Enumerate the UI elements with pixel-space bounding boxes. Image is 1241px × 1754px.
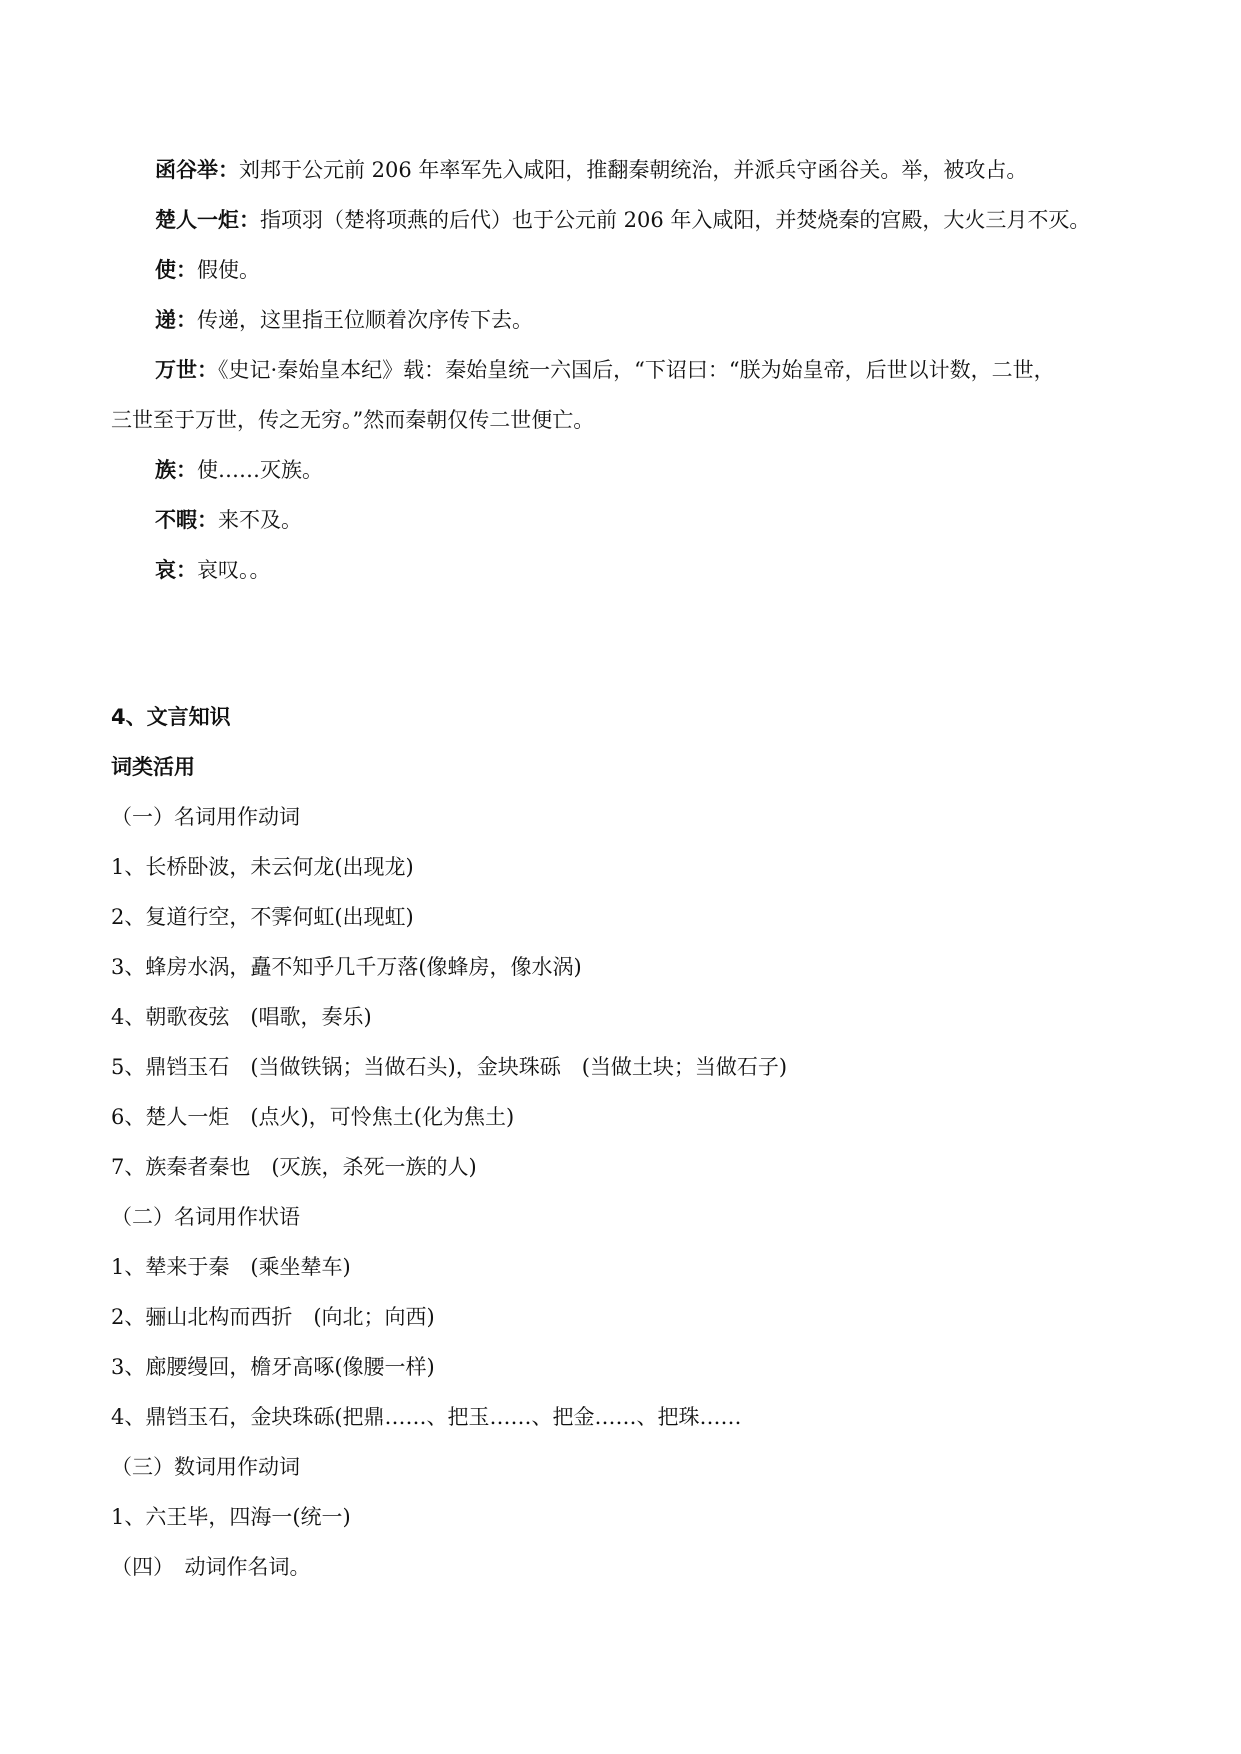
list-item: 7、族秦者秦也 (灭族，杀死一族的人) [111, 1155, 477, 1179]
glossary-entry [155, 355, 1055, 385]
glossary-term: 递： [155, 308, 197, 332]
glossary-term: 万世： [155, 358, 218, 382]
glossary-definition: 哀叹。。 [197, 558, 271, 582]
group-title: （二）名词用作状语 [111, 1205, 300, 1229]
glossary-term: 哀： [155, 558, 197, 582]
glossary-entry [155, 505, 302, 535]
list-item: 3、蜂房水涡，矗不知乎几千万落(像蜂房，像水涡) [111, 955, 582, 979]
glossary-entry [155, 555, 271, 585]
glossary-continuation: 三世至于万世，传之无穷。”然而秦朝仅传二世便亡。 [111, 408, 595, 432]
list-item: 2、复道行空，不霁何虹(出现虹) [111, 905, 414, 929]
section-heading: 4、文言知识 [111, 705, 231, 729]
list-item: 6、楚人一炬 (点火)，可怜焦土(化为焦土) [111, 1105, 515, 1129]
glossary-definition: 使……灭族。 [197, 458, 323, 482]
list-item: 1、辇来于秦 (乘坐辇车) [111, 1255, 351, 1279]
glossary-definition: 来不及。 [218, 508, 302, 532]
glossary-entry [155, 155, 1027, 185]
list-item: 1、长桥卧波，未云何龙(出现龙) [111, 855, 414, 879]
list-item: 5、鼎铛玉石 (当做铁锅；当做石头)，金块珠砾 (当做土块；当做石子) [111, 1055, 788, 1079]
glossary-entry [155, 255, 260, 285]
list-item: 2、骊山北构而西折 (向北；向西) [111, 1305, 435, 1329]
glossary-definition: 《史记·秦始皇本纪》载：秦始皇统一六国后，“下诏曰：“朕为始皇帝，后世以计数，二世， [218, 358, 1055, 382]
list-item: 1、六王毕，四海一(统一) [111, 1505, 351, 1529]
glossary-definition: 传递，这里指王位顺着次序传下去。 [197, 308, 533, 332]
glossary-definition: 假使。 [197, 258, 260, 282]
glossary-term: 不暇： [155, 508, 218, 532]
group-title: （四） 动词作名词。 [111, 1555, 311, 1579]
glossary-definition: 指项羽（楚将项燕的后代）也于公元前 206 年入咸阳，并焚烧秦的宫殿，大火三月不灭。 [260, 208, 1091, 232]
glossary-entry [155, 305, 533, 335]
glossary-entry [155, 205, 1090, 235]
glossary-term: 函谷举： [155, 158, 239, 182]
section-subheading: 词类活用 [111, 755, 195, 779]
glossary-term: 使： [155, 258, 197, 282]
list-item: 4、鼎铛玉石，金块珠砾(把鼎……、把玉……、把金……、把珠…… [111, 1405, 742, 1429]
group-title: （一）名词用作动词 [111, 805, 300, 829]
glossary-definition: 刘邦于公元前 206 年率军先入咸阳，推翻秦朝统治，并派兵守函谷关。举，被攻占。 [239, 158, 1028, 182]
glossary-term: 楚人一炬： [155, 208, 260, 232]
list-item: 3、廊腰缦回，檐牙高啄(像腰一样) [111, 1355, 435, 1379]
glossary-term: 族： [155, 458, 197, 482]
group-title: （三）数词用作动词 [111, 1455, 300, 1479]
glossary-entry [155, 455, 323, 485]
list-item: 4、朝歌夜弦 (唱歌，奏乐) [111, 1005, 372, 1029]
